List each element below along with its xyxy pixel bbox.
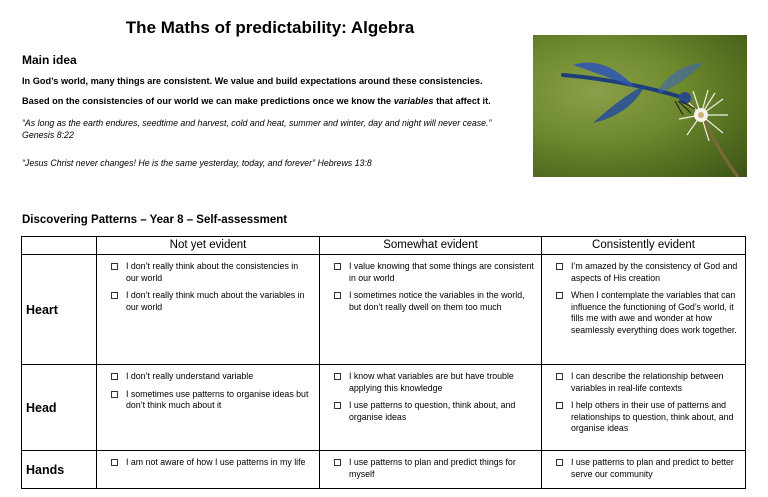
checklist-item xyxy=(334,261,535,284)
checkbox[interactable] xyxy=(334,263,341,270)
checklist-item xyxy=(111,457,313,469)
checklist-text: I don’t really think about the consistencies in our world xyxy=(126,261,299,283)
genesis-quote: “As long as the earth endures, seedtime and harvest, cold and heat, summer and winter, day and night will never cease.” Genesis 8:22 xyxy=(22,118,492,140)
checkbox[interactable] xyxy=(556,263,563,270)
table-row-head xyxy=(22,365,746,451)
hebrews-quote: “Jesus Christ never changes! He is the same yesterday, today, and forever” Hebrews 13:8 xyxy=(22,158,372,168)
checklist-item xyxy=(556,371,739,394)
checkbox[interactable] xyxy=(111,373,118,380)
table-cell xyxy=(542,365,746,451)
checklist-text: I sometimes notice the variables in the world, but don’t really dwell on them too much xyxy=(349,290,525,312)
table-cell xyxy=(320,365,542,451)
para2-emphasis: variables xyxy=(393,96,434,106)
checkbox[interactable] xyxy=(334,459,341,466)
checklist-text: When I contemplate the variables that can influence the functioning of God’s world, it fills me with awe and wonder at how seamlessly everything does work together. xyxy=(571,290,737,335)
table-cell xyxy=(97,451,320,489)
header-corner xyxy=(22,237,97,255)
self-assessment-table xyxy=(21,236,746,489)
self-assessment-heading: Discovering Patterns – Year 8 – Self-assessment xyxy=(22,214,288,226)
checkbox[interactable] xyxy=(111,292,118,299)
checklist-item xyxy=(111,371,313,383)
checkbox[interactable] xyxy=(334,402,341,409)
checkbox[interactable] xyxy=(556,292,563,299)
table-cell xyxy=(97,255,320,365)
table-row-heart xyxy=(22,255,746,365)
dragonfly-photo xyxy=(533,35,747,177)
checklist-item xyxy=(556,400,739,435)
checkbox[interactable] xyxy=(111,459,118,466)
para2-before: Based on the consistencies of our world we can make predictions once we know the xyxy=(22,96,394,106)
checklist-text: I value knowing that some things are consistent in our world xyxy=(349,261,534,283)
checklist-item xyxy=(334,371,535,394)
checklist-text: I sometimes use patterns to organise ideas but don’t think much about it xyxy=(126,388,309,411)
table-header-row xyxy=(22,237,746,255)
row-label: Head xyxy=(22,365,97,451)
table-cell xyxy=(320,255,542,365)
checklist-item xyxy=(334,400,535,423)
checklist-text: I am not aware of how I use patterns in my life xyxy=(126,457,306,467)
table-cell xyxy=(542,255,746,365)
main-idea-paragraph-1: In God’s world, many things are consistent. We value and build expectations around these consistencies. xyxy=(22,76,483,86)
checklist-text: I use patterns to question, think about, and organise ideas xyxy=(349,400,516,422)
checklist-item xyxy=(111,261,313,284)
main-idea-heading: Main idea xyxy=(22,53,77,67)
table-cell xyxy=(542,451,746,489)
checklist-text: I know what variables are but have trouble applying this knowledge xyxy=(349,371,514,393)
checklist-text: I can describe the relationship between variables in real-life contexts xyxy=(571,371,724,393)
column-header: Consistently evident xyxy=(542,237,746,255)
checklist-item xyxy=(556,261,739,284)
row-label: Heart xyxy=(22,255,97,365)
checklist-text: I use patterns to plan and predict to better serve our community xyxy=(571,457,734,479)
checklist-item xyxy=(111,389,313,412)
row-label: Hands xyxy=(22,451,97,489)
checklist-item xyxy=(334,290,535,313)
checklist-item xyxy=(556,290,739,336)
checkbox[interactable] xyxy=(556,459,563,466)
checklist-item xyxy=(334,457,535,480)
checkbox[interactable] xyxy=(334,373,341,380)
checklist-item xyxy=(111,290,313,313)
main-idea-paragraph-2 xyxy=(22,96,491,106)
para2-after: that affect it. xyxy=(433,96,491,106)
checklist-text: I don’t really think much about the variables in our world xyxy=(126,290,305,312)
document-title: The Maths of predictability: Algebra xyxy=(125,18,415,37)
table-row-hands xyxy=(22,451,746,489)
checkbox[interactable] xyxy=(111,391,118,398)
column-header: Not yet evident xyxy=(97,237,320,255)
column-header: Somewhat evident xyxy=(320,237,542,255)
checklist-text: I help others in their use of patterns and relationships to question, think about, and organise ideas xyxy=(571,400,734,434)
table-cell xyxy=(320,451,542,489)
checkbox[interactable] xyxy=(334,292,341,299)
checkbox[interactable] xyxy=(556,373,563,380)
checklist-text: I don’t really understand variable xyxy=(126,371,254,381)
dragonfly-on-dandelion-icon xyxy=(533,35,747,177)
checklist-item xyxy=(556,457,739,480)
checkbox[interactable] xyxy=(556,402,563,409)
checkbox[interactable] xyxy=(111,263,118,270)
checklist-text: I’m amazed by the consistency of God and aspects of His creation xyxy=(571,261,738,283)
checklist-text: I use patterns to plan and predict things for myself xyxy=(349,457,516,479)
table-cell xyxy=(97,365,320,451)
